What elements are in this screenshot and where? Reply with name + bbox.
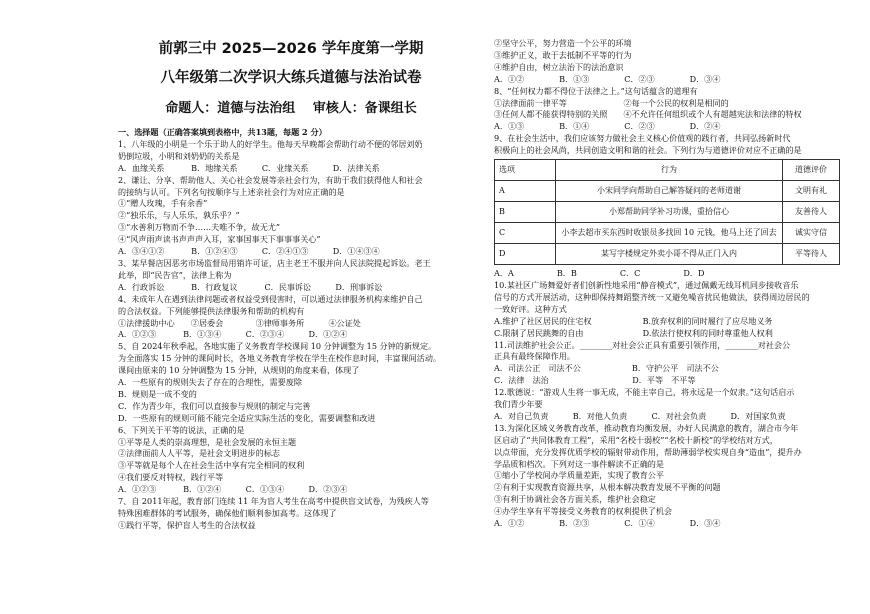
question-line: ①缩小了学校间办学质量差距，实现了教育公平 (494, 470, 664, 481)
question-line: ①“赠人玫瑰，手有余香” (118, 198, 208, 209)
question-line: ①法律面前一律平等 ②每一个公民的权利是相同的 (494, 97, 729, 108)
table-header-cell: 道德评价 (783, 160, 840, 181)
question-line: ②“独乐乐，与人乐乐，孰乐乎？” (118, 210, 240, 221)
question-line: 13.为深化区域义务教育改革，推动教育均衡发展，办好人民满意的教育，湖合市今年 (494, 422, 799, 433)
question-line: 2、谦让、分享、帮助他人、关心社会发展等亲社会行为，有助于我们获得他人和社会 (118, 174, 423, 185)
question-line: ④办学生享有平等接受义务教育的权利提供了机会 (494, 506, 673, 517)
question-line: 为全面落实 15 分钟的课间时长，各地义务教育学校在学生在校作息时间，丰富课间活动。 (118, 353, 442, 364)
question-line: 的合法权益。下列能够提供法律服务和帮助的机构有 (118, 305, 305, 316)
table-cell: C (495, 223, 556, 244)
table-cell: 文明有礼 (783, 181, 840, 202)
table-cell: 友善待人 (783, 202, 840, 223)
table-cell: D (495, 244, 556, 265)
question-line: 11.司法维护社会公正。________对社会公正具有重要引领作用，________对社会公 (494, 339, 791, 350)
question-line: 12.歌德说：“游戏人生将一事无成，不能主宰自己，将永远是一个奴隶。”这句话启示 (494, 387, 795, 398)
question-line: C.限制了居民跳舞的自由 D.依法行使权利的同时尊重他人权利 (494, 327, 773, 338)
table-cell: 小郑帮助同学补习功课，重拾信心 (556, 202, 783, 223)
question-line: 我们青少年要 (494, 399, 543, 410)
question-line: ①平等是人类的崇高理想，是社会发展的永恒主题 (118, 436, 297, 447)
table-row (495, 181, 840, 202)
table-header-cell: 行为 (556, 160, 783, 181)
question-line: 9、在社会生活中，我们应该努力做社会主义核心价值观的践行者，共同弘扬新时代 (494, 133, 791, 144)
question-line: 7、自 2011年起，教育部门连续 11 年为盲人考生在高考中提供盲文试卷，为残疾人等 (118, 496, 429, 507)
question-line: ④“风声雨声读书声声声入耳，家事国事天下事事事关心” (118, 234, 321, 245)
table-cell: 诚实守信 (783, 223, 840, 244)
question-line: ③“水善利万物而不争……夫唯不争，故无尤” (118, 222, 281, 233)
question-line: A.维护了社区居民的住宅权 B.放弃权利的同时履行了应尽地义务 (494, 315, 773, 326)
question-line: ①践行平等，保护盲人考生的合法权益 (118, 519, 256, 530)
question-line: ③任何人都不能获得特别的关照 ④不允许任何组织或个人有超越宪法和法律的特权 (494, 109, 802, 120)
question-line: A．①② B．②③ C．①④ D．③④ (494, 518, 721, 529)
question-line: ③维护正义，敢于去抵制不平等的行为 (494, 49, 632, 60)
question-line: ③平等就是每个人在社会生活中享有完全相同的权利 (118, 460, 305, 471)
question-line: A．A B．B C．C D．D (494, 268, 705, 279)
question-line: 此举，即“民告官”，法律上称为 (118, 269, 232, 280)
question-line: ②坚守公平，努力营造一个公平的环境 (494, 38, 632, 48)
question-line: A．①②③ B．①③④ C．②③④ D．①②④ (118, 329, 348, 340)
question-line: A．一些原有的规则失去了存在的合理性，需要废除 (118, 377, 302, 388)
question-line: 一致好评。这种方式 (494, 303, 567, 314)
question-line: ②法律面前人人平等，是社会文明进步的标志 (118, 448, 280, 459)
question-line: 学品质和档次。下列对这一事件解读不正确的是 (494, 458, 664, 469)
question-line: 4、未成年人在遇到法律问题或者权益受到侵害时，可以通过法律服务机构来维护自己 (118, 293, 423, 304)
question-line: ①法律援助中心 ②居委会 ③律师事务所 ④公证处 (118, 317, 361, 328)
question-line: A．血缘关系 B．地缘关系 C．业缘关系 D．法律关系 (118, 162, 380, 173)
question-line: A．对自己负责 B．对他人负责 C．对社会负责 D．对国家负责 (494, 410, 786, 421)
exam-title: 八年级第二次学识大练兵道德与法治试卷 (160, 70, 422, 86)
table-row (495, 202, 840, 223)
section-heading: 一、选择题（正确答案填到表格中，共13题，每题 2 分） (118, 127, 327, 137)
right-question-lines-top (494, 38, 840, 157)
question-line: 6、下列关于平等的说法，正确的是 (118, 424, 245, 435)
table-row (495, 244, 840, 265)
question-line: A．司法公正 司法不公 B．守护公平 司法不公 (494, 363, 719, 374)
question-line: ②有利于实现教育资源共享，从根本解决教育发展不平衡的问题 (494, 482, 721, 493)
question-line: ④我们要反对特权，践行平等 (118, 472, 224, 483)
table-cell: 小李去超市买东西时收银员多找回 10 元钱，他马上还了回去 (556, 223, 783, 244)
question-line: D．一些原有的规则可能不能完全适应实际生活的变化，需要调整和改进 (118, 412, 376, 423)
question-line: A．行政诉讼 B．行政复议 C．民事诉讼 D．刑事诉讼 (118, 281, 383, 292)
table-header-cell: 选项 (495, 160, 556, 181)
question-line: A．①②③ B．①②④ C．①③④ D．②③④ (118, 484, 348, 495)
question-line: C．法律 法治 D．平等 不平等 (494, 375, 696, 386)
behavior-evaluation-table (494, 159, 840, 265)
left-column (118, 0, 464, 532)
table-cell: A (495, 181, 556, 202)
question-line: 课间由原来的 10 分钟调整为 15 分钟，从规则的角度来看，体现了 (118, 365, 360, 376)
right-column (494, 0, 840, 530)
question-line: 以点带面，充分发挥优质学校的辐射带动作用，帮助薄弱学校实现自身“造血”，提升办 (494, 446, 802, 457)
question-line: A．③④①② B．①②④③ C．②④①③ D．①④③④ (118, 246, 380, 257)
table-row (495, 223, 840, 244)
question-line: C．作为青少年，我们可以直接参与规则的制定与完善 (118, 400, 311, 411)
question-line: 奶倒垃圾，小明和刘奶奶的关系是 (118, 150, 240, 161)
right-question-lines-bottom (494, 268, 840, 530)
question-line: 区启动了“共同体教育工程”，采用“名校十弱校”“名校十新校”的学校结对方式， (494, 434, 778, 445)
left-question-lines (118, 139, 464, 532)
question-line: 5、自 2024年秋季起，各地实施了义务教育学校课间 10 分钟调整为 15 分钟的新规定。 (118, 341, 437, 352)
authors-line: 命题人：道德与法治组 审核人：备课组长 (165, 101, 417, 116)
question-line: 积极向上的社会风尚，共同创造文明和谐的社会。下列行为与道德评价对应不正确的是 (494, 145, 802, 156)
question-line: 1、八年级的小明是一个乐于助人的好学生。他每天早晚都会帮助行动不便的邻居刘奶 (118, 138, 423, 149)
table-cell: 平等待人 (783, 244, 840, 265)
question-line: 10.某社区广场舞爱好者们创新性地采用“静音模式”，通过佩戴无线耳机同步接收音乐 (494, 279, 799, 290)
question-line: ④维护自由，树立法治下的法治意识 (494, 61, 624, 72)
question-line: 正具有最终保障作用。 (494, 351, 575, 362)
question-line: A．①② B．①③ C．②③ D．③④ (494, 73, 721, 84)
question-line: 信号的方式开展活动，这种即保持舞蹈整齐统一又避免噪音扰民他做法，获得周边居民的 (494, 291, 810, 302)
question-line: ③有利于协调社会各方面关系，维护社会稳定 (494, 494, 656, 505)
question-line: 的接纳与认可。下列名句按顺序与上述亲社会行为对应正确的是 (118, 186, 345, 197)
question-line: A．①③ B．①④ C．②③ D．②④ (494, 121, 721, 132)
question-line: 3、某早餐店因恶劣市场监督局用销许可证，店主老王不服并向人民法院提起诉讼。老王 (118, 257, 431, 268)
table-header-row (495, 160, 840, 181)
school-title: 前郭三中 2025—2026 学年度第一学期 (158, 41, 424, 57)
question-line: 8、“任何权力都不得位于法律之上。”这句话蕴含的道理有 (494, 85, 698, 96)
table-cell: 某写字楼规定外卖小哥不得从正门入内 (556, 244, 783, 265)
table-cell: 小宋同学向帮助自己解答疑问的老师道谢 (556, 181, 783, 202)
question-line: 特殊困难群体的考试服务，确保他们顺利参加高考。这体现了 (118, 508, 337, 518)
table-cell: B (495, 202, 556, 223)
question-line: B．规则是一成不变的 (118, 388, 197, 399)
